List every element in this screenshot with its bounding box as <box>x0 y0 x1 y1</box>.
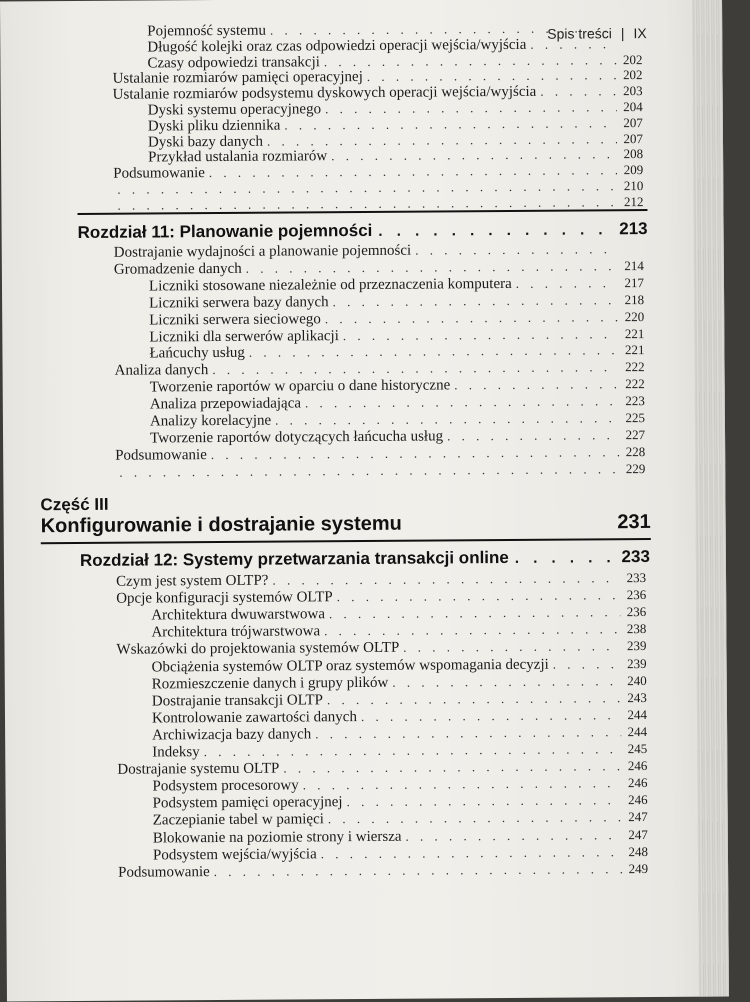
toc-entry-leader <box>540 83 616 100</box>
toc-entry-page: 203 <box>621 83 643 99</box>
chapter12-title: Rozdział 12: Systemy przetwarzania transakcji online <box>80 548 509 571</box>
toc-entry-title: Dyski systemu operacyjnego <box>148 101 321 118</box>
toc-entry-leader <box>333 292 619 310</box>
part-title: Konfigurowanie i dostrajanie systemu <box>41 513 402 539</box>
toc-entry-title: Kontrolowanie zawartości danych <box>152 709 357 726</box>
header-page-number: IX <box>633 25 646 41</box>
toc-entry-leader <box>337 587 621 605</box>
toc-entry-page: 228 <box>623 444 645 460</box>
toc-entry-title: Liczniki stosowane niezależnie od przeznaczenia komputera <box>149 276 512 295</box>
toc-entry-title: Architektura trójwarstwowa <box>151 624 320 641</box>
toc-entry-page: 248 <box>626 844 648 860</box>
toc-entry-page: 207 <box>621 115 643 131</box>
toc-entry-leader <box>204 741 622 760</box>
toc-entry-page: 239 <box>624 638 646 654</box>
toc-entry <box>153 809 648 828</box>
toc-entry-page: 202 <box>620 67 642 83</box>
toc-entry <box>153 844 648 863</box>
toc-entry-leader <box>329 604 620 622</box>
toc-entry-title: Dostrajanie wydajności a planowanie pojemności <box>114 243 412 261</box>
toc-entry-page: 218 <box>622 292 644 308</box>
header-title: Spis treści <box>547 25 612 41</box>
toc-entry-leader <box>249 343 619 362</box>
toc-entry-leader <box>272 570 620 588</box>
header-separator: | <box>621 25 625 41</box>
toc-entry-leader <box>454 376 619 393</box>
toc-entry-leader <box>321 844 622 862</box>
toc-entry-page: 243 <box>625 690 647 706</box>
toc-entry-page: 236 <box>624 604 646 620</box>
toc-entry-leader <box>530 36 616 53</box>
toc-entry-title: Analiza danych <box>115 362 209 379</box>
toc-entry-title: Gromadzenie danych <box>114 261 242 278</box>
chapter12-heading <box>80 547 650 571</box>
part-rule <box>41 538 651 544</box>
toc-entry-page: 245 <box>625 741 647 757</box>
toc-entry <box>153 827 648 846</box>
toc-entry-title: Łańcuchy usług <box>149 345 245 362</box>
part-page: 231 <box>617 511 651 534</box>
toc-entry-title: Rozmieszczenie danych i grupy plików <box>152 674 389 692</box>
toc-entry-page: 214 <box>622 258 644 274</box>
toc-entry-title: Liczniki dla serwerów aplikacji <box>149 328 339 345</box>
toc-entry-page: 249 <box>626 861 648 877</box>
toc-entry-leader <box>328 810 622 828</box>
toc-entry <box>152 724 647 743</box>
toc-entry-title: Pojemność systemu <box>147 23 266 40</box>
toc-entry-leader <box>447 427 619 444</box>
toc-entry <box>152 690 647 709</box>
toc-entry-leader <box>415 241 618 258</box>
toc-entry-title: Podsystem procesorowy <box>152 778 298 795</box>
toc-entry <box>115 461 645 481</box>
toc-entry-page: 239 <box>625 656 647 672</box>
toc-entry-page: 225 <box>623 410 645 426</box>
toc-entry-title: Opcje konfiguracji systemów OLTP <box>116 589 333 607</box>
toc-entry-title: Podsumowanie <box>115 447 207 464</box>
toc-entry-page: 244 <box>625 724 647 740</box>
toc-entry-page: 246 <box>625 775 647 791</box>
toc-entry-page: 207 <box>621 131 643 147</box>
toc-entry-title: Podsumowanie <box>113 165 205 182</box>
toc-entry-page: 220 <box>622 309 644 325</box>
toc-entry-page: 222 <box>623 359 645 375</box>
toc-entry-page: 217 <box>622 275 644 291</box>
toc-entry-leader <box>283 758 621 776</box>
toc-entry-page: 229 <box>623 461 645 477</box>
toc-entry-page: 238 <box>624 621 646 637</box>
toc-entry-title: Przykład ustalania rozmiarów <box>148 149 327 166</box>
part-heading <box>41 511 651 538</box>
toc-entry-page: 222 <box>623 376 645 392</box>
toc-entry-leader <box>405 827 621 845</box>
toc-entry-title: Indeksy <box>152 744 200 760</box>
chapter11-entries <box>0 0 722 2</box>
toc-entry-leader <box>214 861 622 880</box>
toc-entry-title: Ustalanie rozmiarów podsystemu dyskowych operacji wejścia/wyjścia <box>113 84 537 103</box>
toc-entry <box>152 673 647 692</box>
toc-entry-title: Dostrajanie transakcji OLTP <box>152 692 323 709</box>
toc-entry-title: Podsystem pamięci operacyjnej <box>153 794 343 811</box>
toc-entry-page: 247 <box>626 809 648 825</box>
toc-entry-page: 246 <box>626 792 648 808</box>
toc-entry-title: Czym jest system OLTP? <box>116 573 268 590</box>
toc-entry-leader <box>392 673 620 691</box>
toc-entry-page: 221 <box>622 342 644 358</box>
toc-entry-page: 236 <box>624 587 646 603</box>
toc-entry-page: 244 <box>625 707 647 723</box>
toc-entry-title: Podsumowanie <box>118 864 210 881</box>
toc-entry-leader <box>324 621 620 639</box>
toc-entry-page: 240 <box>625 673 647 689</box>
toc-entry-title: Architektura dwuwarstwowa <box>151 606 325 623</box>
toc-entry-leader <box>361 707 621 725</box>
chapter11-leader <box>378 221 613 240</box>
part-label: Część III <box>40 495 108 515</box>
toc-entry-title: Analiza przepowiadająca <box>150 396 301 413</box>
toc-entry-title: Ustalanie rozmiarów pamięci operacyjnej <box>112 69 362 87</box>
toc-entry-title: Obciążenia systemów OLTP oraz systemów wspomagania decyzji <box>152 656 549 675</box>
toc-entry-page: 223 <box>623 393 645 409</box>
toc-entry-title: Tworzenie raportów w oparciu o dane historyczne <box>150 378 451 396</box>
toc-entry-page: 227 <box>623 427 645 443</box>
toc-entry-leader <box>305 393 619 411</box>
toc-entry <box>151 621 646 640</box>
toc-entry <box>152 741 647 760</box>
toc-entry-leader <box>553 656 621 672</box>
toc-entry-page: 247 <box>626 827 648 843</box>
toc-entry-leader <box>303 775 622 793</box>
chapter11-heading <box>78 219 648 243</box>
toc-entry-leader <box>119 461 619 480</box>
toc-entry-title: Dostrajanie systemu OLTP <box>117 761 279 778</box>
toc-entry-page: 246 <box>625 758 647 774</box>
toc-entry-title: Dyski pliku dziennika <box>148 117 281 134</box>
toc-entry-leader <box>325 309 619 327</box>
toc-entry <box>152 707 647 726</box>
toc-entry-leader <box>315 724 621 742</box>
toc-entry-title: Czasy odpowiedzi transakcji <box>147 54 320 71</box>
toc-entry-leader <box>211 444 619 463</box>
toc-entry-title: Długość kolejki oraz czas odpowiedzi operacji wejścia/wyjścia <box>147 37 526 56</box>
toc-entry-page: 233 <box>624 570 646 586</box>
toc-entry <box>118 861 648 881</box>
toc-entry-leader <box>516 275 618 292</box>
toc-entry-page: 204 <box>621 99 643 115</box>
toc-entry-leader <box>246 258 618 277</box>
page-edges <box>692 0 729 997</box>
toc-entry-leader <box>343 326 619 344</box>
toc-entry-title: Wskazówki do projektowania systemów OLTP <box>116 640 399 658</box>
toc-entry-title: Tworzenie raportów dotyczących łańcucha usług <box>150 428 443 446</box>
toc-entry-page: 208 <box>621 146 643 162</box>
toc-entry-page: 221 <box>622 326 644 342</box>
toc-entry-title: Liczniki serwera sieciowego <box>149 311 321 328</box>
toc-entry-title: Zaczepianie tabel w pamięci <box>153 812 324 829</box>
toc-entry-leader <box>275 410 619 428</box>
chapter11-page: 213 <box>619 219 648 239</box>
chapter12-page: 233 <box>621 547 650 567</box>
chapter12-leader <box>515 549 616 567</box>
toc-top-block <box>0 0 722 2</box>
toc-entry-page: 209 <box>621 162 643 178</box>
toc-entry-page: 202 <box>620 52 642 68</box>
chapter12-entries <box>0 0 722 2</box>
toc-entry-title: Podsystem wejścia/wyjścia <box>153 846 317 863</box>
toc-entry-title: Archiwizacja bazy danych <box>152 726 311 743</box>
toc-entry-leader <box>403 639 620 657</box>
toc-entry <box>152 656 647 675</box>
toc-entry <box>151 604 646 623</box>
toc-entry-title: Blokowanie na poziomie strony i wiersza <box>153 828 402 846</box>
toc-entry-title: Dyski bazy danych <box>148 133 263 150</box>
toc-entry <box>153 792 648 811</box>
chapter11-title: Rozdział 11: Planowanie pojemności <box>78 221 373 243</box>
toc-entry-leader <box>347 792 622 810</box>
toc-entry-leader <box>212 359 618 378</box>
toc-entry-leader <box>327 690 621 708</box>
toc-entry-title: Analizy korelacyjne <box>150 413 271 430</box>
toc-entry-page: 212 <box>621 194 643 210</box>
toc-entry <box>152 775 647 794</box>
toc-entry-title: Liczniki serwera bazy danych <box>149 294 329 311</box>
toc-entry-page: 210 <box>621 178 643 194</box>
